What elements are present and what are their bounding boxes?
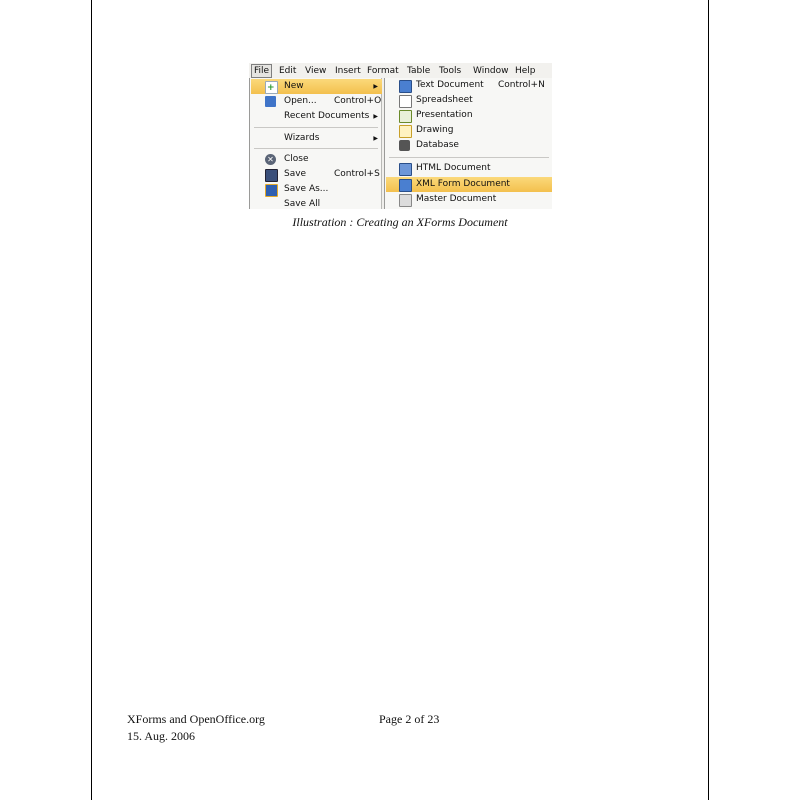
menu-table[interactable]: Table xyxy=(407,66,431,76)
submenu-item-presentation[interactable]: Presentation xyxy=(386,108,552,123)
submenu-item-drawing[interactable]: Drawing xyxy=(386,123,552,138)
menu-separator xyxy=(254,148,378,149)
footer-page-number: Page 2 of 23 xyxy=(379,712,440,726)
menu-item-save[interactable]: Save Control+S xyxy=(251,167,382,182)
save-icon xyxy=(265,169,278,182)
new-submenu xyxy=(384,78,552,209)
menu-item-new[interactable]: + New ▶ xyxy=(251,79,382,94)
submenu-item-html-document[interactable]: HTML Document xyxy=(386,161,552,176)
submenu-item-xml-form-document[interactable]: XML Form Document xyxy=(386,177,552,192)
master-document-icon xyxy=(399,194,412,207)
submenu-arrow-icon: ▶ xyxy=(373,135,378,142)
menu-insert[interactable]: Insert xyxy=(335,66,361,76)
submenu-item-database[interactable]: Database xyxy=(386,138,552,153)
text-document-icon xyxy=(399,80,412,93)
menu-edit[interactable]: Edit xyxy=(279,66,297,76)
menu-tools[interactable]: Tools xyxy=(439,66,462,76)
menu-help[interactable]: Help xyxy=(515,66,536,76)
menu-bar xyxy=(249,63,552,78)
drawing-icon xyxy=(399,125,412,138)
menu-screenshot xyxy=(249,63,552,209)
menu-separator xyxy=(389,157,549,158)
submenu-item-text-document[interactable]: Text Document Control+N xyxy=(386,78,552,93)
footer-date: 15. Aug. 2006 xyxy=(127,729,196,743)
menu-file[interactable]: File xyxy=(251,64,272,78)
menu-item-wizards[interactable]: Wizards ▶ xyxy=(251,131,382,146)
menu-item-recent-documents[interactable]: Recent Documents ▶ xyxy=(251,109,382,124)
presentation-icon xyxy=(399,110,412,123)
xml-form-document-icon xyxy=(399,179,412,192)
menu-item-save-as[interactable]: Save As... xyxy=(251,182,382,197)
submenu-arrow-icon: ▶ xyxy=(373,83,378,90)
menu-separator xyxy=(254,127,378,128)
file-menu xyxy=(249,78,382,209)
figure-caption: Illustration : Creating an XForms Document xyxy=(292,215,508,229)
database-icon xyxy=(399,140,410,151)
close-icon: ✕ xyxy=(265,154,276,165)
html-document-icon xyxy=(399,163,412,176)
menu-item-close[interactable]: ✕ Close xyxy=(251,152,382,167)
open-folder-icon xyxy=(265,96,276,107)
menu-item-save-all[interactable]: Save All xyxy=(284,199,321,209)
spreadsheet-icon xyxy=(399,95,412,108)
menu-format[interactable]: Format xyxy=(367,66,399,76)
menu-item-open[interactable]: Open... Control+O xyxy=(251,94,382,109)
submenu-arrow-icon: ▶ xyxy=(373,113,378,120)
submenu-item-spreadsheet[interactable]: Spreadsheet xyxy=(386,93,552,108)
menu-window[interactable]: Window xyxy=(473,66,509,76)
footer-title: XForms and OpenOffice.org xyxy=(127,712,265,726)
menu-view[interactable]: View xyxy=(305,66,327,76)
new-document-icon: + xyxy=(265,81,278,94)
submenu-item-master-document[interactable]: Master Document xyxy=(386,192,552,207)
save-as-icon xyxy=(265,184,278,197)
